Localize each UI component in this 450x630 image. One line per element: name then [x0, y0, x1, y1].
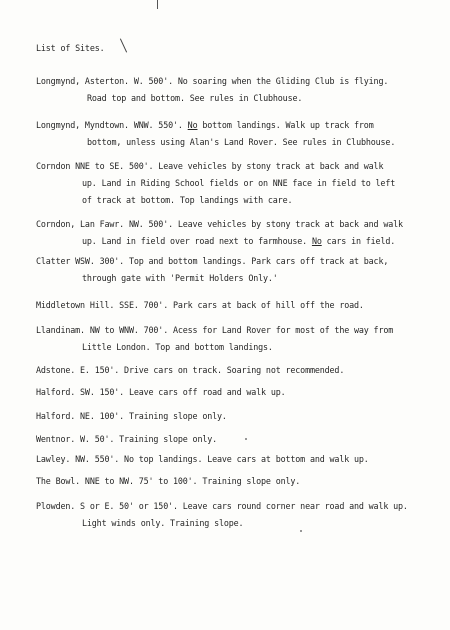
entry-line: Adstone. E. 150'. Drive cars on track. Soaring not recommended.	[36, 365, 345, 375]
entry-line: Corndon NNE to SE. 500'. Leave vehicles by stony track at back and walk	[36, 161, 384, 171]
entry-line: Wentnor. W. 50'. Training slope only.	[36, 434, 218, 444]
site-entry-corndon-lan-fawr	[36, 216, 440, 250]
entry-line: Little London. Top and bottom landings.	[82, 342, 273, 352]
site-entry-lawley	[36, 451, 440, 468]
entry-line: through gate with 'Permit Holders Only.'	[82, 273, 278, 283]
entry-line: Halford. SW. 150'. Leave cars off road and walk up.	[36, 387, 286, 397]
site-entry-longmynd-asterton	[36, 73, 440, 107]
entry-line: of track at bottom. Top landings with care.	[82, 195, 293, 205]
entry-text: bottom landings. Walk up track from	[197, 120, 374, 130]
entry-line: The Bowl. NNE to NW. 75' to 100'. Training slope only.	[36, 476, 301, 486]
site-entry-halford-sw	[36, 384, 440, 401]
entry-line	[36, 117, 440, 134]
entry-line: Corndon, Lan Fawr. NW. 500'. Leave vehicles by stony track at back and walk	[36, 219, 403, 229]
pen-mark	[120, 38, 127, 52]
entry-line: Longmynd, Asterton. W. 500'. No soaring when the Gliding Club is flying.	[36, 76, 389, 86]
site-entry-middletown-hill	[36, 297, 440, 314]
underlined-text: No	[311, 236, 322, 246]
entry-line: Light winds only. Training slope.	[82, 518, 244, 528]
document-heading: List of Sites.	[36, 43, 105, 53]
site-entry-wentnor	[36, 431, 440, 448]
entry-line: Middletown Hill. SSE. 700'. Park cars at back of hill off the road.	[36, 300, 364, 310]
entry-line: Halford. NE. 100'. Training slope only.	[36, 411, 227, 421]
underlined-text: No	[187, 120, 198, 130]
site-entry-longmynd-myndtown	[36, 117, 440, 151]
paper-speck	[245, 438, 247, 440]
entry-line: bottom, unless using Alan's Land Rover. See rules in Clubhouse.	[87, 137, 396, 147]
site-entry-the-bowl	[36, 473, 440, 490]
site-entry-adstone	[36, 362, 440, 379]
site-entry-corndon	[36, 158, 440, 209]
site-entry-plowden	[36, 498, 440, 532]
entry-text: cars in field.	[321, 236, 396, 246]
pen-mark	[157, 0, 158, 9]
site-entry-halford-ne	[36, 408, 440, 425]
entry-line: Plowden. S or E. 50' or 150'. Leave cars round corner near road and walk up.	[36, 501, 408, 511]
site-entry-llandinam	[36, 322, 440, 356]
entry-line: Road top and bottom. See rules in Clubhouse.	[87, 93, 303, 103]
entry-text: Longmynd, Myndtown. WNW. 550'.	[36, 120, 188, 130]
paper-speck	[300, 530, 302, 532]
entry-line: Lawley. NW. 550'. No top landings. Leave cars at bottom and walk up.	[36, 454, 369, 464]
entry-line: Llandinam. NW to WNW. 700'. Acess for Land Rover for most of the way from	[36, 325, 394, 335]
entry-line: up. Land in Riding School fields or on NNE face in field to left	[82, 178, 396, 188]
entry-line: Clatter WSW. 300'. Top and bottom landings. Park cars off track at back,	[36, 256, 389, 266]
site-entry-clatter	[36, 253, 440, 287]
entry-text: up. Land in field over road next to farmhouse.	[82, 236, 312, 246]
entry-line	[36, 233, 440, 250]
